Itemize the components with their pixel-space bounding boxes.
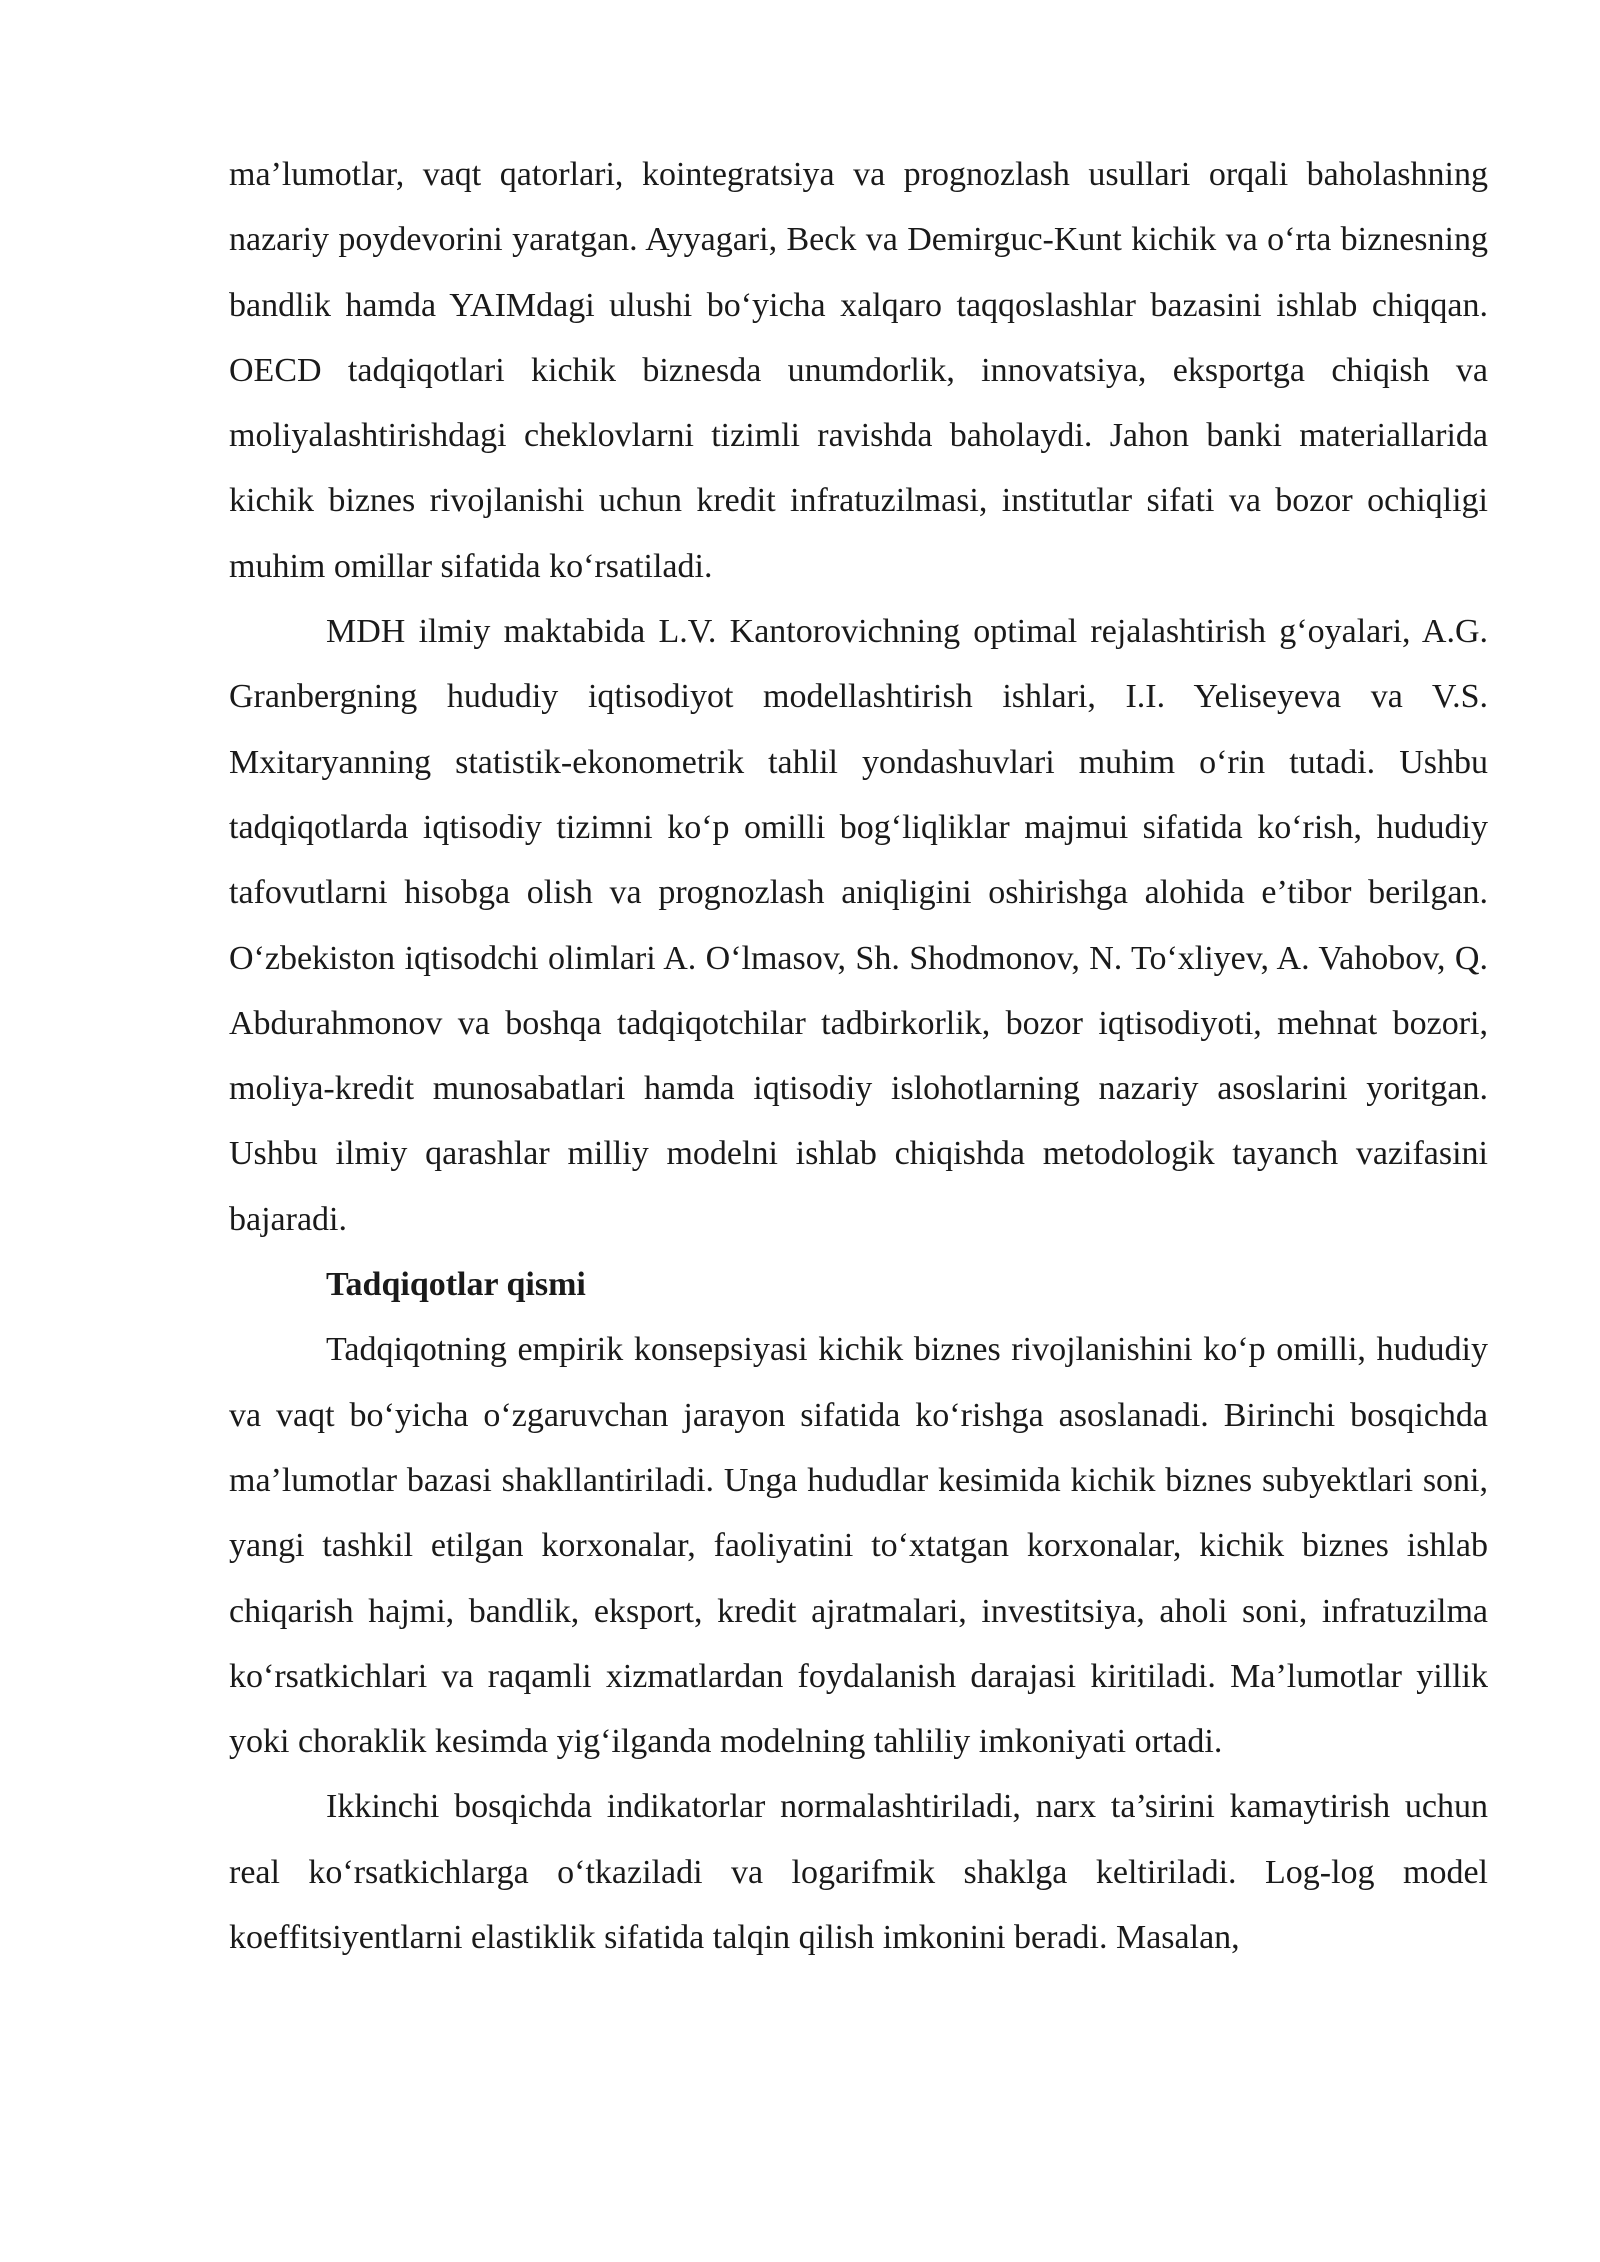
section-heading: Tadqiqotlar qismi: [326, 1266, 586, 1304]
document-body: [229, 142, 1488, 1970]
paragraph-literature-international: ma’lumotlar, vaqt qatorlari, kointegratsiya va prognozlash usullari orqali baholashning nazariy poydevorini yaratgan. Ayyagari, Beck va Demirguc-Kunt kichik va o‘rta biznesning bandlik hamda YAIMdagi ulushi bo‘yicha xalqaro taqqoslashlar bazasini ishlab chiqqan. OECD tadqiqotlari kichik biznesda unumdorlik, innovatsiya, eksportga chiqish va moliyalashtirishdagi cheklovlarni tizimli ravishda baholaydi. Jahon banki materiallarida kichik biznes rivojlanishi uchun kredit infratuzilmasi, institutlar sifati va bozor ochiqligi muhim omillar sifatida ko‘rsatiladi.: [229, 156, 1488, 585]
paragraph-second-stage: Ikkinchi bosqichda indikatorlar normalashtiriladi, narx ta’sirini kamaytirish uchun real ko‘rsatkichlarga o‘tkaziladi va logarifmik shaklga keltiriladi. Log-log model koeffitsiyentlarni elastiklik sifatida talqin qilish imkonini beradi. Masalan,: [229, 1788, 1488, 1957]
paragraph-empirical-concept: Tadqiqotning empirik konsepsiyasi kichik biznes rivojlanishini ko‘p omilli, hududiy va vaqt bo‘yicha o‘zgaruvchan jarayon sifatida ko‘rishga asoslanadi. Birinchi bosqichda ma’lumotlar bazasi shakllantiriladi. Unga hududlar kesimida kichik biznes subyektlari soni, yangi tashkil etilgan korxonalar, faoliyatini to‘xtatgan korxonalar, kichik biznes ishlab chiqarish hajmi, bandlik, eksport, kredit ajratmalari, investitsiya, aholi soni, infratuzilma ko‘rsatkichlari va raqamli xizmatlardan foydalanish darajasi kiritiladi. Ma’lumotlar yillik yoki choraklik kesimda yig‘ilganda modelning tahliliy imkoniyati ortadi.: [229, 1331, 1488, 1761]
paragraph-literature-cis-uzbekistan: MDH ilmiy maktabida L.V. Kantorovichning optimal rejalashtirish g‘oyalari, A.G. Granbergning hududiy iqtisodiyot modellashtirish ishlari, I.I. Yeliseyeva va V.S. Mxitaryanning statistik-ekonometrik tahlil yondashuvlari muhim o‘rin tutadi. Ushbu tadqiqotlarda iqtisodiy tizimni ko‘p omilli bog‘liqliklar majmui sifatida ko‘rish, hududiy tafovutlarni hisobga olish va prognozlash aniqligini oshirishga alohida e’tibor berilgan. O‘zbekiston iqtisodchi olimlari A. O‘lmasov, Sh. Shodmonov, N. To‘xliyev, A. Vahobov, Q. Abdurahmonov va boshqa tadqiqotchilar tadbirkorlik, bozor iqtisodiyoti, mehnat bozori, moliya-kredit munosabatlari hamda iqtisodiy islohotlarning nazariy asoslarini yoritgan. Ushbu ilmiy qarashlar milliy modelni ishlab chiqishda metodologik tayanch vazifasini bajaradi.: [229, 613, 1488, 1238]
